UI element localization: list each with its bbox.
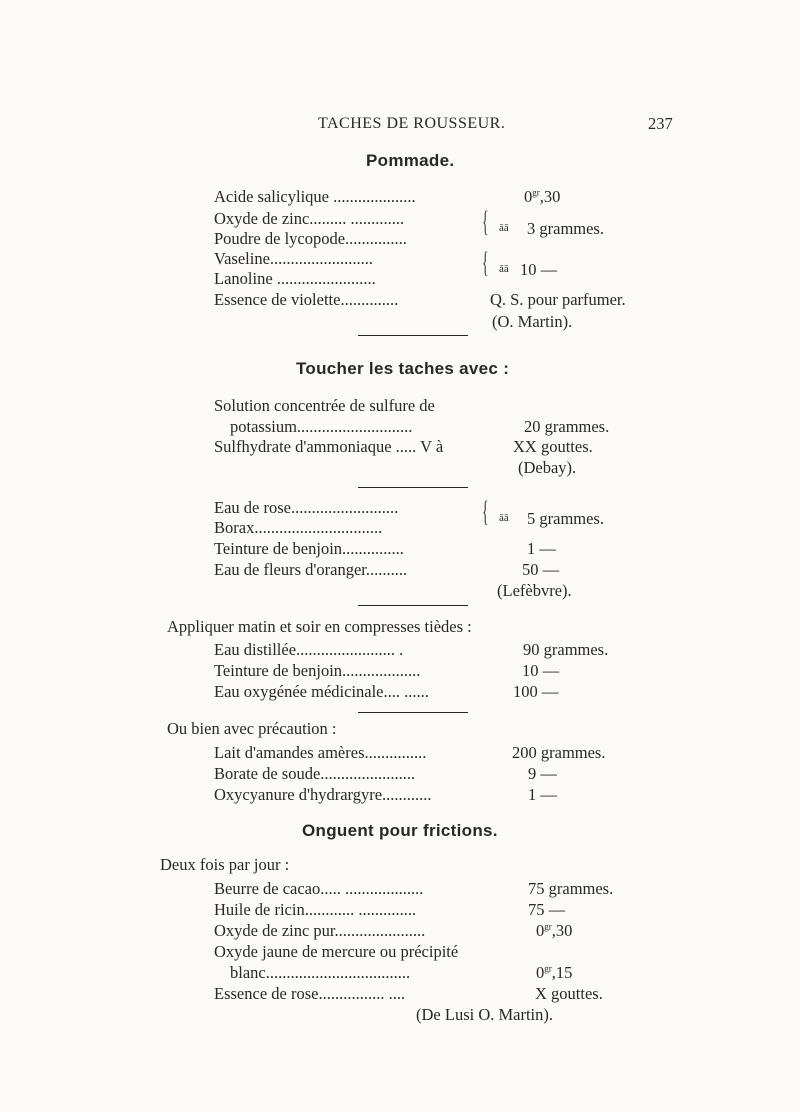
- ingredient-quantity: X gouttes.: [535, 984, 603, 1003]
- ingredient-line: Acide salicylique ....................: [214, 187, 416, 206]
- ingredient-line: Sulfhydrate d'ammoniaque ..... V à: [214, 437, 444, 456]
- ingredient-quantity: 75 grammes.: [528, 879, 614, 898]
- recipe-source: (O. Martin).: [492, 312, 573, 331]
- ingredient-line: Lait d'amandes amères...............: [214, 743, 427, 762]
- ingredient-line: Eau de fleurs d'oranger..........: [214, 560, 408, 579]
- instruction-line: Ou bien avec précaution :: [167, 719, 337, 738]
- ingredient-line: Beurre de cacao..... ...................: [214, 879, 424, 898]
- ingredient-line: blanc...................................: [230, 963, 411, 982]
- ingredient-quantity: 20 grammes.: [524, 417, 610, 436]
- recipe-source: (De Lusi O. Martin).: [416, 1005, 554, 1024]
- ingredient-line: Lanoline ........................: [214, 269, 376, 288]
- ingredient-line: Vaseline.........................: [214, 249, 374, 268]
- ingredient-line: Oxyde de zinc pur......................: [214, 921, 426, 940]
- ingredient-line: Essence de violette..............: [214, 290, 399, 309]
- ingredient-quantity: 50 —: [522, 560, 560, 579]
- aa-mark: āā: [499, 222, 509, 234]
- ingredient-line: Eau de rose..........................: [214, 498, 399, 517]
- ingredient-line: Borax...............................: [214, 518, 383, 537]
- ingredient-quantity: XX gouttes.: [513, 437, 593, 456]
- brace: {: [482, 495, 489, 528]
- ingredient-quantity: 75 —: [528, 900, 566, 919]
- ingredient-quantity: 10 —: [522, 661, 560, 680]
- section-divider: [358, 605, 468, 606]
- instruction-line: Deux fois par jour :: [160, 855, 290, 874]
- aa-mark: āā: [499, 512, 509, 524]
- ingredient-line: Essence de rose................ ....: [214, 984, 406, 1003]
- instruction-line: Appliquer matin et soir en compresses tièdes :: [167, 617, 472, 636]
- recipe-source: (Lefèbvre).: [497, 581, 572, 600]
- ingredient-line: Oxycyanure d'hydrargyre............: [214, 785, 432, 804]
- ingredient-line: Oxyde de zinc......... .............: [214, 209, 405, 228]
- ingredient-line: Teinture de benjoin...................: [214, 661, 421, 680]
- ingredient-quantity: 1 —: [527, 539, 556, 558]
- ingredient-quantity: $0^{gr},30$: [536, 921, 573, 940]
- heading-pommade: Pommade.: [366, 151, 455, 170]
- section-divider: [358, 487, 468, 488]
- ingredient-line: Eau distillée........................ .: [214, 640, 404, 659]
- ingredient-quantity: 100 —: [513, 682, 559, 701]
- ingredient-quantity: 5 grammes.: [527, 509, 604, 528]
- ingredient-line: Teinture de benjoin...............: [214, 539, 404, 558]
- ingredient-line: Solution concentrée de sulfure de: [214, 396, 435, 415]
- ingredient-quantity: 3 grammes.: [527, 219, 604, 238]
- ingredient-quantity: $0^{gr},30$: [524, 187, 561, 206]
- ingredient-line: Huile de ricin............ ..............: [214, 900, 417, 919]
- section-divider: [358, 712, 468, 713]
- ingredient-quantity: 1 —: [528, 785, 557, 804]
- ingredient-quantity: 10 —: [520, 260, 558, 279]
- ingredient-quantity: 200 grammes.: [512, 743, 606, 762]
- ingredient-quantity: Q. S. pour parfumer.: [490, 290, 626, 309]
- ingredient-quantity: 9 —: [528, 764, 557, 783]
- ingredient-quantity: $0^{gr},15$: [536, 963, 573, 982]
- ingredient-line: Oxyde jaune de mercure ou précipité: [214, 942, 459, 961]
- ingredient-line: Borate de soude.......................: [214, 764, 416, 783]
- ingredient-line: Poudre de lycopode...............: [214, 229, 407, 248]
- recipe-source: (Debay).: [518, 458, 577, 477]
- section-divider: [358, 335, 468, 336]
- brace: {: [482, 246, 489, 279]
- ingredient-line: Eau oxygénée médicinale.... ......: [214, 682, 429, 701]
- page-number: 237: [648, 114, 673, 133]
- heading-onguent: Onguent pour frictions.: [302, 821, 498, 840]
- ingredient-quantity: 90 grammes.: [523, 640, 609, 659]
- aa-mark: āā: [499, 263, 509, 275]
- brace: {: [482, 205, 489, 238]
- ingredient-line: potassium............................: [230, 417, 413, 436]
- running-header-title: TACHES DE ROUSSEUR.: [318, 115, 506, 132]
- heading-toucher: Toucher les taches avec :: [296, 359, 510, 378]
